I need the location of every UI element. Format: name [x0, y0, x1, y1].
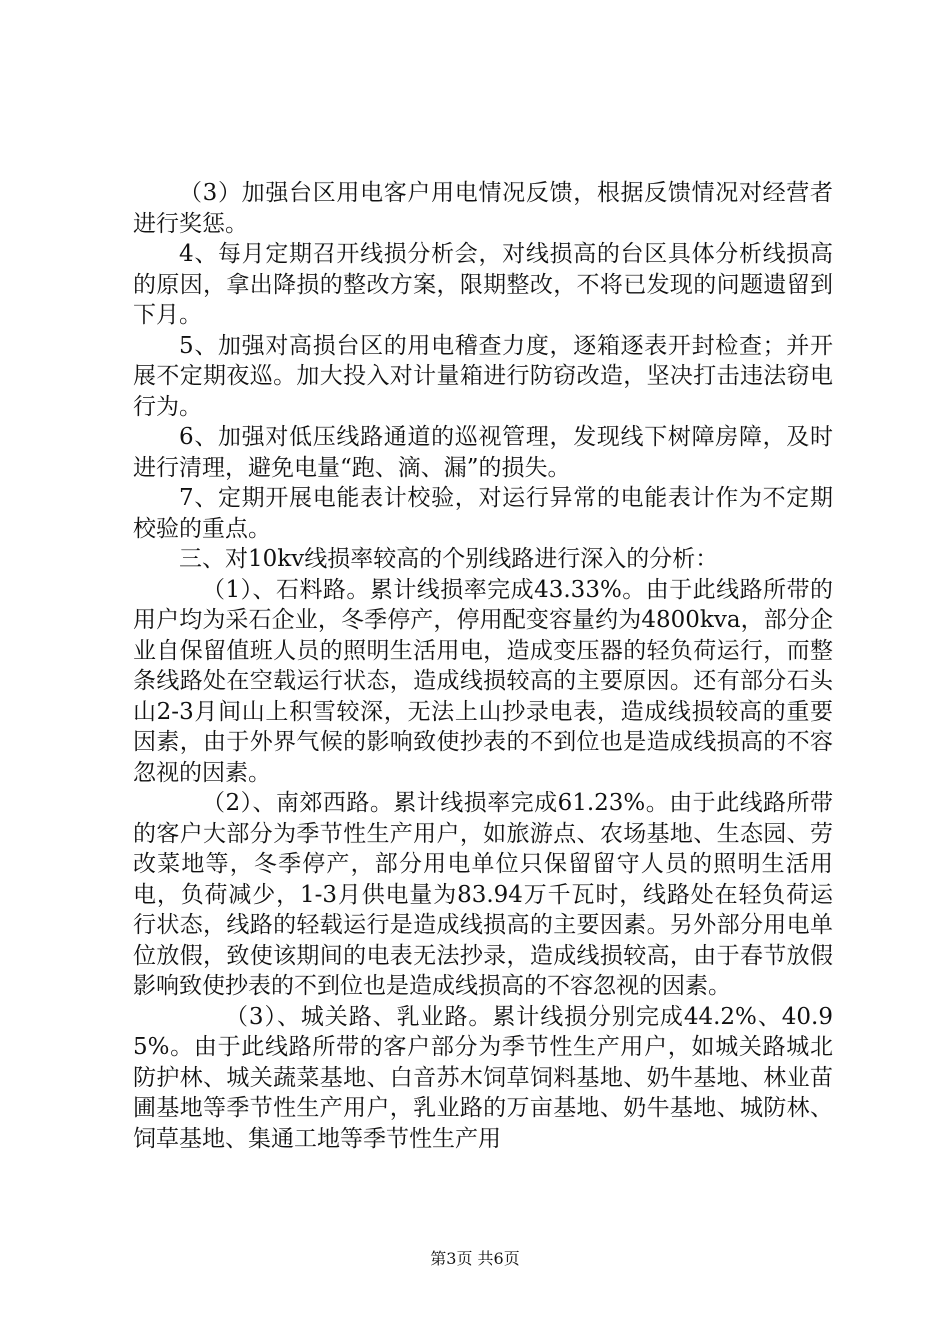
paragraph-inspection: 5、加强对高损台区的用电稽查力度，逐箱逐表开封检查；并开展不定期夜巡。加大投入对计量箱进行防窃改造，坚决打击违法窃电行为。 [133, 332, 833, 420]
page-footer: 第3页 共6页 [430, 1249, 520, 1268]
document-body [133, 178, 833, 1154]
paragraph-shiliao-road: （1）、石料路。累计线损率完成43.33%。由于此线路所带的用户均为采石企业，冬季停产，停用配变容量约为4800kva，部分企业自保留值班人员的照明生活用电，造成变压器的轻负荷运行，而整条线路处在空载运行状态，造成线损较高的主要原因。还有部分石头山2-3月间山上积雪较深，无法上山抄录电表，造成线损较高的重要因素，由于外界气候的影响致使抄表的不到位也是造成线损高的不容忽视的因素。 [133, 576, 833, 786]
paragraph-monthly-meeting: 4、每月定期召开线损分析会，对线损高的台区具体分析线损高的原因，拿出降损的整改方案，限期整改，不将已发现的问题遗留到下月。 [133, 241, 833, 328]
paragraph-nanjiao-west-road: （2）、南郊西路。累计线损率完成61.23%。由于此线路所带的客户大部分为季节性生产用户，如旅游点、农场基地、生态园、劳改菜地等，冬季停产，部分用电单位只保留留守人员的照明生活用电，负荷减少，1-3月供电量为83.94万千瓦时，线路处在轻负荷运行状态，线路的轻载运行是造成线损高的主要因素。另外部分用电单位放假，致使该期间的电表无法抄录，造成线损较高，由于春节放假影响致使抄表的不到位也是造成线损高的不容忽视的因素。 [133, 790, 833, 999]
paragraph-line-patrol: 6、加强对低压线路通道的巡视管理，发现线下树障房障，及时进行清理，避免电量“跑、滴、漏”的损失。 [133, 424, 833, 481]
section-heading-analysis: 三、对10kv线损率较高的个别线路进行深入的分析： [179, 546, 719, 572]
paragraph-chengguan-ruye-road: （3）、城关路、乳业路。累计线损分别完成44.2%、40.95%。由于此线路所带的客户部分为季节性生产用户，如城关路城北防护林、城关蔬菜基地、白音苏木饲草饲料基地、奶牛基地、林业苗圃基地等季节性生产用户，乳业路的万亩基地、奶牛基地、城防林、饲草基地、集通工地等季节性生产用 [133, 1003, 833, 1152]
paragraph-meter-calibration: 7、定期开展电能表计校验，对运行异常的电能表计作为不定期校验的重点。 [133, 485, 833, 542]
paragraph-feedback: （3）加强台区用电客户用电情况反馈，根据反馈情况对经营者进行奖惩。 [133, 180, 833, 237]
